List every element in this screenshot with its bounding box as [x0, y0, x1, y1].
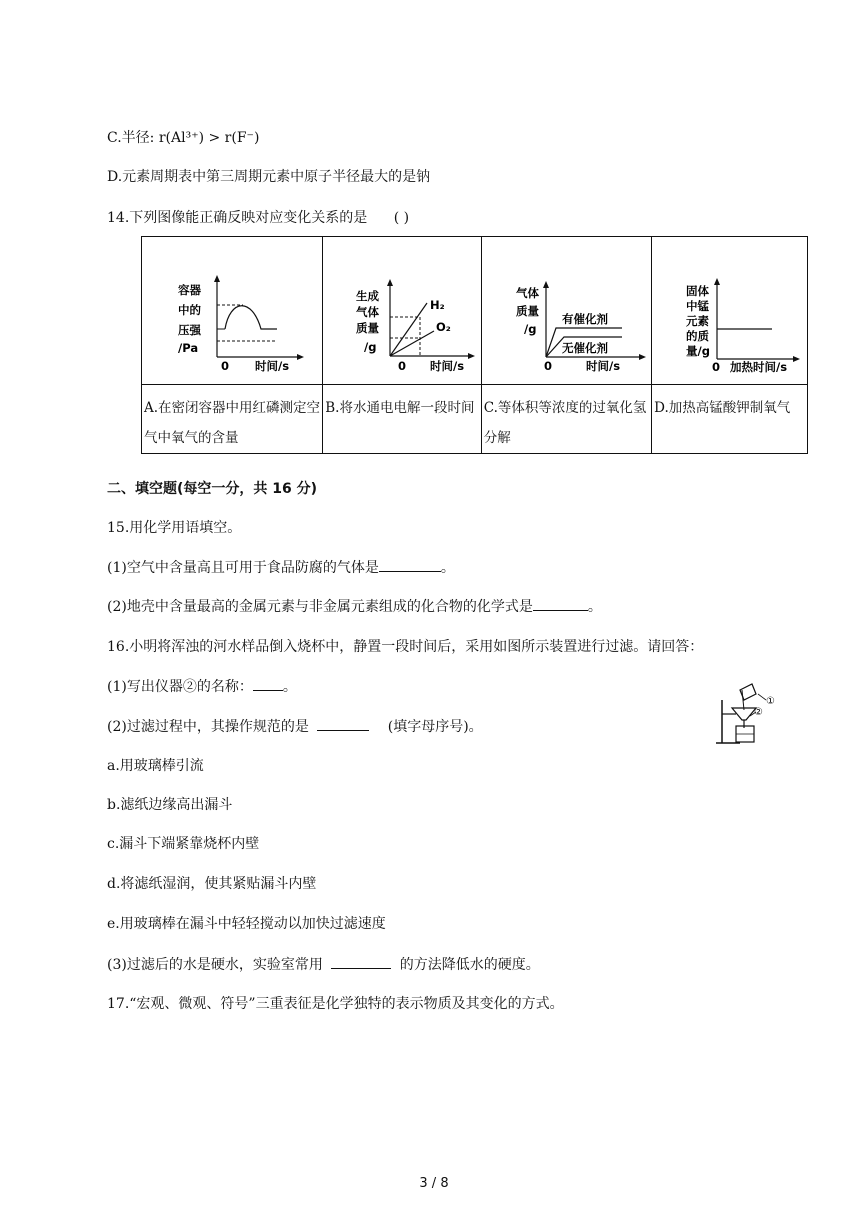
graph-c-y-arrow — [543, 281, 549, 288]
graph-c-x-arrow — [639, 354, 646, 360]
q15-part2-end: 。 — [587, 599, 602, 615]
graph-b-ylabel-2: 质量 — [356, 321, 380, 335]
graph-a-curve — [225, 306, 277, 329]
q14-answer-paren: ( ) — [393, 210, 410, 226]
graph-d-ylabel-4: 量/g — [686, 344, 711, 358]
q14-option-a-cell — [142, 385, 323, 454]
q15-part1 — [107, 557, 455, 578]
graph-a-x-arrow — [297, 354, 304, 360]
label-2: ② — [754, 707, 763, 718]
graph-d-y-arrow — [714, 278, 720, 285]
q16-choice-a: a.用玻璃棒引流 — [107, 758, 204, 774]
graph-c-ylabel-2: /g — [523, 322, 537, 336]
graph-b-ylabel-0: 生成 — [356, 289, 380, 303]
q16-part1-end: 。 — [282, 679, 297, 695]
q14-stem — [107, 208, 409, 228]
graph-b-series-h2: H₂ — [430, 298, 445, 312]
graph-d-ylabel-3: 的质 — [686, 329, 710, 343]
q16-part2-blank[interactable] — [317, 716, 369, 731]
q15-stem: 15.用化学用语填空。 — [107, 520, 242, 536]
graph-c-svg — [482, 237, 653, 384]
graph-c-ylabel-1: 质量 — [515, 304, 539, 318]
q13-option-c-prefix: C.半径: — [107, 130, 159, 146]
q14-graph-a — [142, 237, 322, 384]
q16-part2-text: (2)过滤过程中，其操作规范的是 — [107, 719, 309, 735]
q14-options-row — [142, 385, 808, 454]
graph-a-xlabel: 时间/s — [255, 359, 290, 373]
graph-c-ylabel-0: 气体 — [515, 286, 539, 300]
q14-graph-c-cell — [481, 237, 651, 385]
graph-a-ylabel-1: 中的 — [178, 303, 201, 317]
q14-graph-b — [323, 237, 481, 384]
q16-part3 — [107, 954, 540, 975]
q16-part1-blank[interactable] — [253, 676, 283, 691]
graph-d-ylabel-0: 固体 — [686, 284, 710, 298]
graph-b-svg — [323, 237, 482, 384]
graph-b-x-arrow — [468, 353, 475, 359]
q14-option-d-cell — [652, 385, 808, 454]
graph-a-ylabel-0: 容器 — [178, 283, 201, 297]
graph-d-ylabel-1: 中锰 — [686, 299, 710, 313]
graph-a-ylabel-3: /Pa — [178, 341, 199, 355]
graph-a-svg — [142, 237, 324, 384]
page-number: 3 / 8 — [419, 1176, 449, 1191]
graph-a-ylabel-2: 压强 — [178, 323, 201, 337]
q14-graph-c — [482, 237, 651, 384]
q16-part3-text: (3)过滤后的水是硬水，实验室常用 — [107, 957, 323, 973]
q15-part2-blank[interactable] — [533, 596, 588, 611]
q14-stem-text: 14.下列图像能正确反映对应变化关系的是 — [107, 210, 368, 226]
q16-part2 — [107, 716, 483, 737]
q16-choice-b: b.滤纸边缘高出漏斗 — [107, 797, 233, 813]
graph-b-o2-line — [390, 331, 434, 356]
q16-choice-d: d.将滤纸湿润，使其紧贴漏斗内壁 — [107, 876, 317, 892]
filtration-apparatus-figure — [714, 680, 786, 746]
q14-graph-a-cell — [142, 237, 323, 385]
q16-part1-text: (1)写出仪器②的名称： — [107, 679, 253, 695]
graph-b-ylabel-3: /g — [364, 340, 377, 354]
q14-graph-row — [142, 237, 808, 385]
q13-option-c-formula: r(Al³⁺) > r(F⁻) — [158, 130, 260, 146]
graph-b-y-arrow — [387, 279, 393, 286]
q14-graph-d — [652, 237, 807, 384]
q15-part1-blank[interactable] — [379, 557, 441, 572]
graph-d-x-arrow — [793, 356, 800, 362]
q14-option-b: B.将水通电电解一段时间 — [325, 400, 475, 416]
q14-option-d: D.加热高锰酸钾制氧气 — [654, 400, 791, 416]
graph-a-y-arrow — [214, 275, 220, 282]
q14-option-b-cell — [323, 385, 482, 454]
q13-option-d: D.元素周期表中第三周期元素中原子半径最大的是钠 — [107, 169, 431, 185]
graph-d-xlabel: 加热时间/s — [730, 360, 788, 374]
q14-option-a: A.在密闭容器中用红磷测定空气中氧气的含量 — [144, 400, 321, 446]
q16-part3-blank[interactable] — [331, 954, 391, 969]
q16-choice-c: c.漏斗下端紧靠烧杯内壁 — [107, 836, 260, 852]
graph-b-xlabel: 时间/s — [430, 359, 465, 373]
label-1-leader — [758, 694, 766, 700]
graph-b-ylabel-1: 气体 — [356, 305, 380, 319]
graph-c-xlabel: 时间/s — [585, 359, 620, 373]
graph-c-series-no-catalyst: 无催化剂 — [561, 341, 608, 355]
q13-option-c — [107, 128, 259, 148]
q14-graph-b-cell — [323, 237, 482, 385]
q15-part2 — [107, 596, 602, 617]
graph-c-series-catalyst: 有催化剂 — [561, 312, 608, 326]
section2-title: 二、填空题(每空一分，共 16 分) — [107, 481, 318, 497]
q16-part2-end: (填字母序号)。 — [387, 719, 483, 735]
q14-option-c: C.等体积等浓度的过氧化氢分解 — [483, 400, 647, 446]
q15-part1-end: 。 — [440, 560, 455, 576]
graph-c-origin: 0 — [543, 359, 552, 373]
graph-b-series-o2: O₂ — [436, 320, 452, 334]
graph-d-origin: 0 — [712, 360, 721, 374]
q16-part3-end: 的方法降低水的硬度。 — [399, 957, 540, 973]
q17-stem: 17.“宏观、微观、符号”三重表征是化学独特的表示物质及其变化的方式。 — [107, 996, 564, 1012]
q16-stem: 16.小明将浑浊的河水样品倒入烧杯中，静置一段时间后，采用如图所示装置进行过滤。请回答： — [107, 639, 704, 655]
q15-part1-text: (1)空气中含量高且可用于食品防腐的气体是 — [107, 560, 379, 576]
graph-b-origin: 0 — [398, 359, 407, 373]
graph-a-origin: 0 — [221, 359, 230, 373]
graph-b-h2-line — [390, 303, 427, 356]
q16-choice-e: e.用玻璃棒在漏斗中轻轻搅动以加快过滤速度 — [107, 916, 386, 932]
q16-part1 — [107, 676, 297, 697]
q14-option-c-cell — [481, 385, 651, 454]
q14-graph-table — [141, 236, 808, 454]
q15-part2-text: (2)地壳中含量最高的金属元素与非金属元素组成的化合物的化学式是 — [107, 599, 533, 615]
label-1: ① — [766, 696, 775, 707]
q14-graph-d-cell — [652, 237, 808, 385]
graph-d-ylabel-2: 元素 — [686, 314, 710, 328]
graph-d-svg — [652, 237, 807, 384]
